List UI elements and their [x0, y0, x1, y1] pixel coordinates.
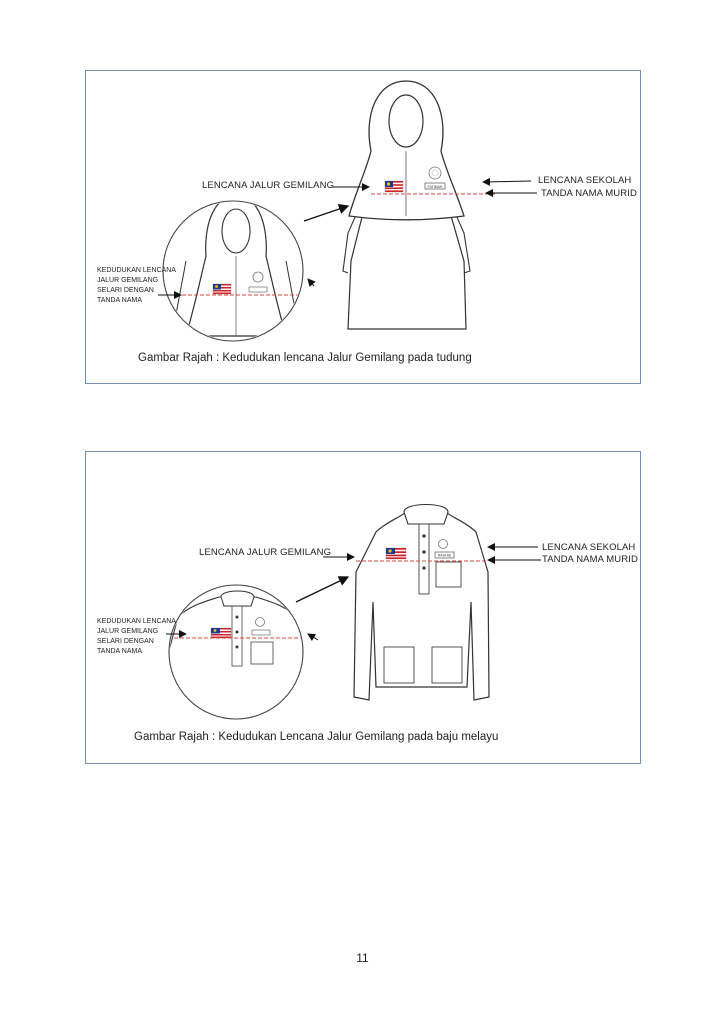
arrow-icon: [308, 634, 318, 640]
school-badge-icon: [253, 272, 263, 282]
malaysia-flag-icon: [213, 284, 231, 294]
figure-caption: Gambar Rajah : Kedudukan Lencana Jalur Gemilang pada baju melayu: [134, 731, 499, 743]
position-note: KEDUDUKAN LENCANA JALUR GEMILANG SELARI DENGAN TANDA NAMA: [97, 618, 176, 655]
collar-outline: [404, 505, 448, 525]
school-badge-icon: [439, 540, 448, 549]
svg-text:FATIMAH: FATIMAH: [427, 185, 443, 189]
arrow-icon: [304, 206, 348, 221]
figure-caption: Gambar Rajah : Kedudukan lencana Jalur Gemilang pada tudung: [138, 352, 472, 364]
face-outline: [389, 95, 423, 147]
arrow-icon: [296, 577, 348, 602]
label-school-badge: LENCANA SEKOLAH: [542, 542, 636, 553]
malaysia-flag-icon: [386, 548, 406, 559]
label-school-badge: LENCANA SEKOLAH: [538, 175, 632, 186]
malaysia-flag-icon: [385, 181, 403, 192]
label-flag-badge: LENCANA JALUR GEMILANG: [199, 547, 332, 558]
svg-text:RASHID: RASHID: [437, 553, 452, 558]
school-badge-icon: [256, 618, 265, 627]
malaysia-flag-icon: [211, 628, 231, 638]
arrow-icon: [483, 181, 531, 182]
label-name-tag: TANDA NAMA MURID: [542, 554, 638, 565]
position-note: KEDUDUKAN LENCANA JALUR GEMILANG SELARI DENGAN TANDA NAMA: [97, 267, 176, 304]
label-flag-badge: LENCANA JALUR GEMILANG: [202, 180, 335, 191]
tudung-illustration: [86, 71, 642, 385]
label-name-tag: TANDA NAMA MURID: [541, 188, 637, 199]
shirt-outline: [354, 512, 489, 700]
school-badge-icon: [429, 167, 441, 179]
page-number: 11: [356, 951, 369, 965]
baju-melayu-illustration: [86, 452, 642, 765]
arrow-icon: [308, 279, 314, 286]
figure-baju-melayu: [85, 451, 641, 764]
figure-tudung: [85, 70, 641, 384]
